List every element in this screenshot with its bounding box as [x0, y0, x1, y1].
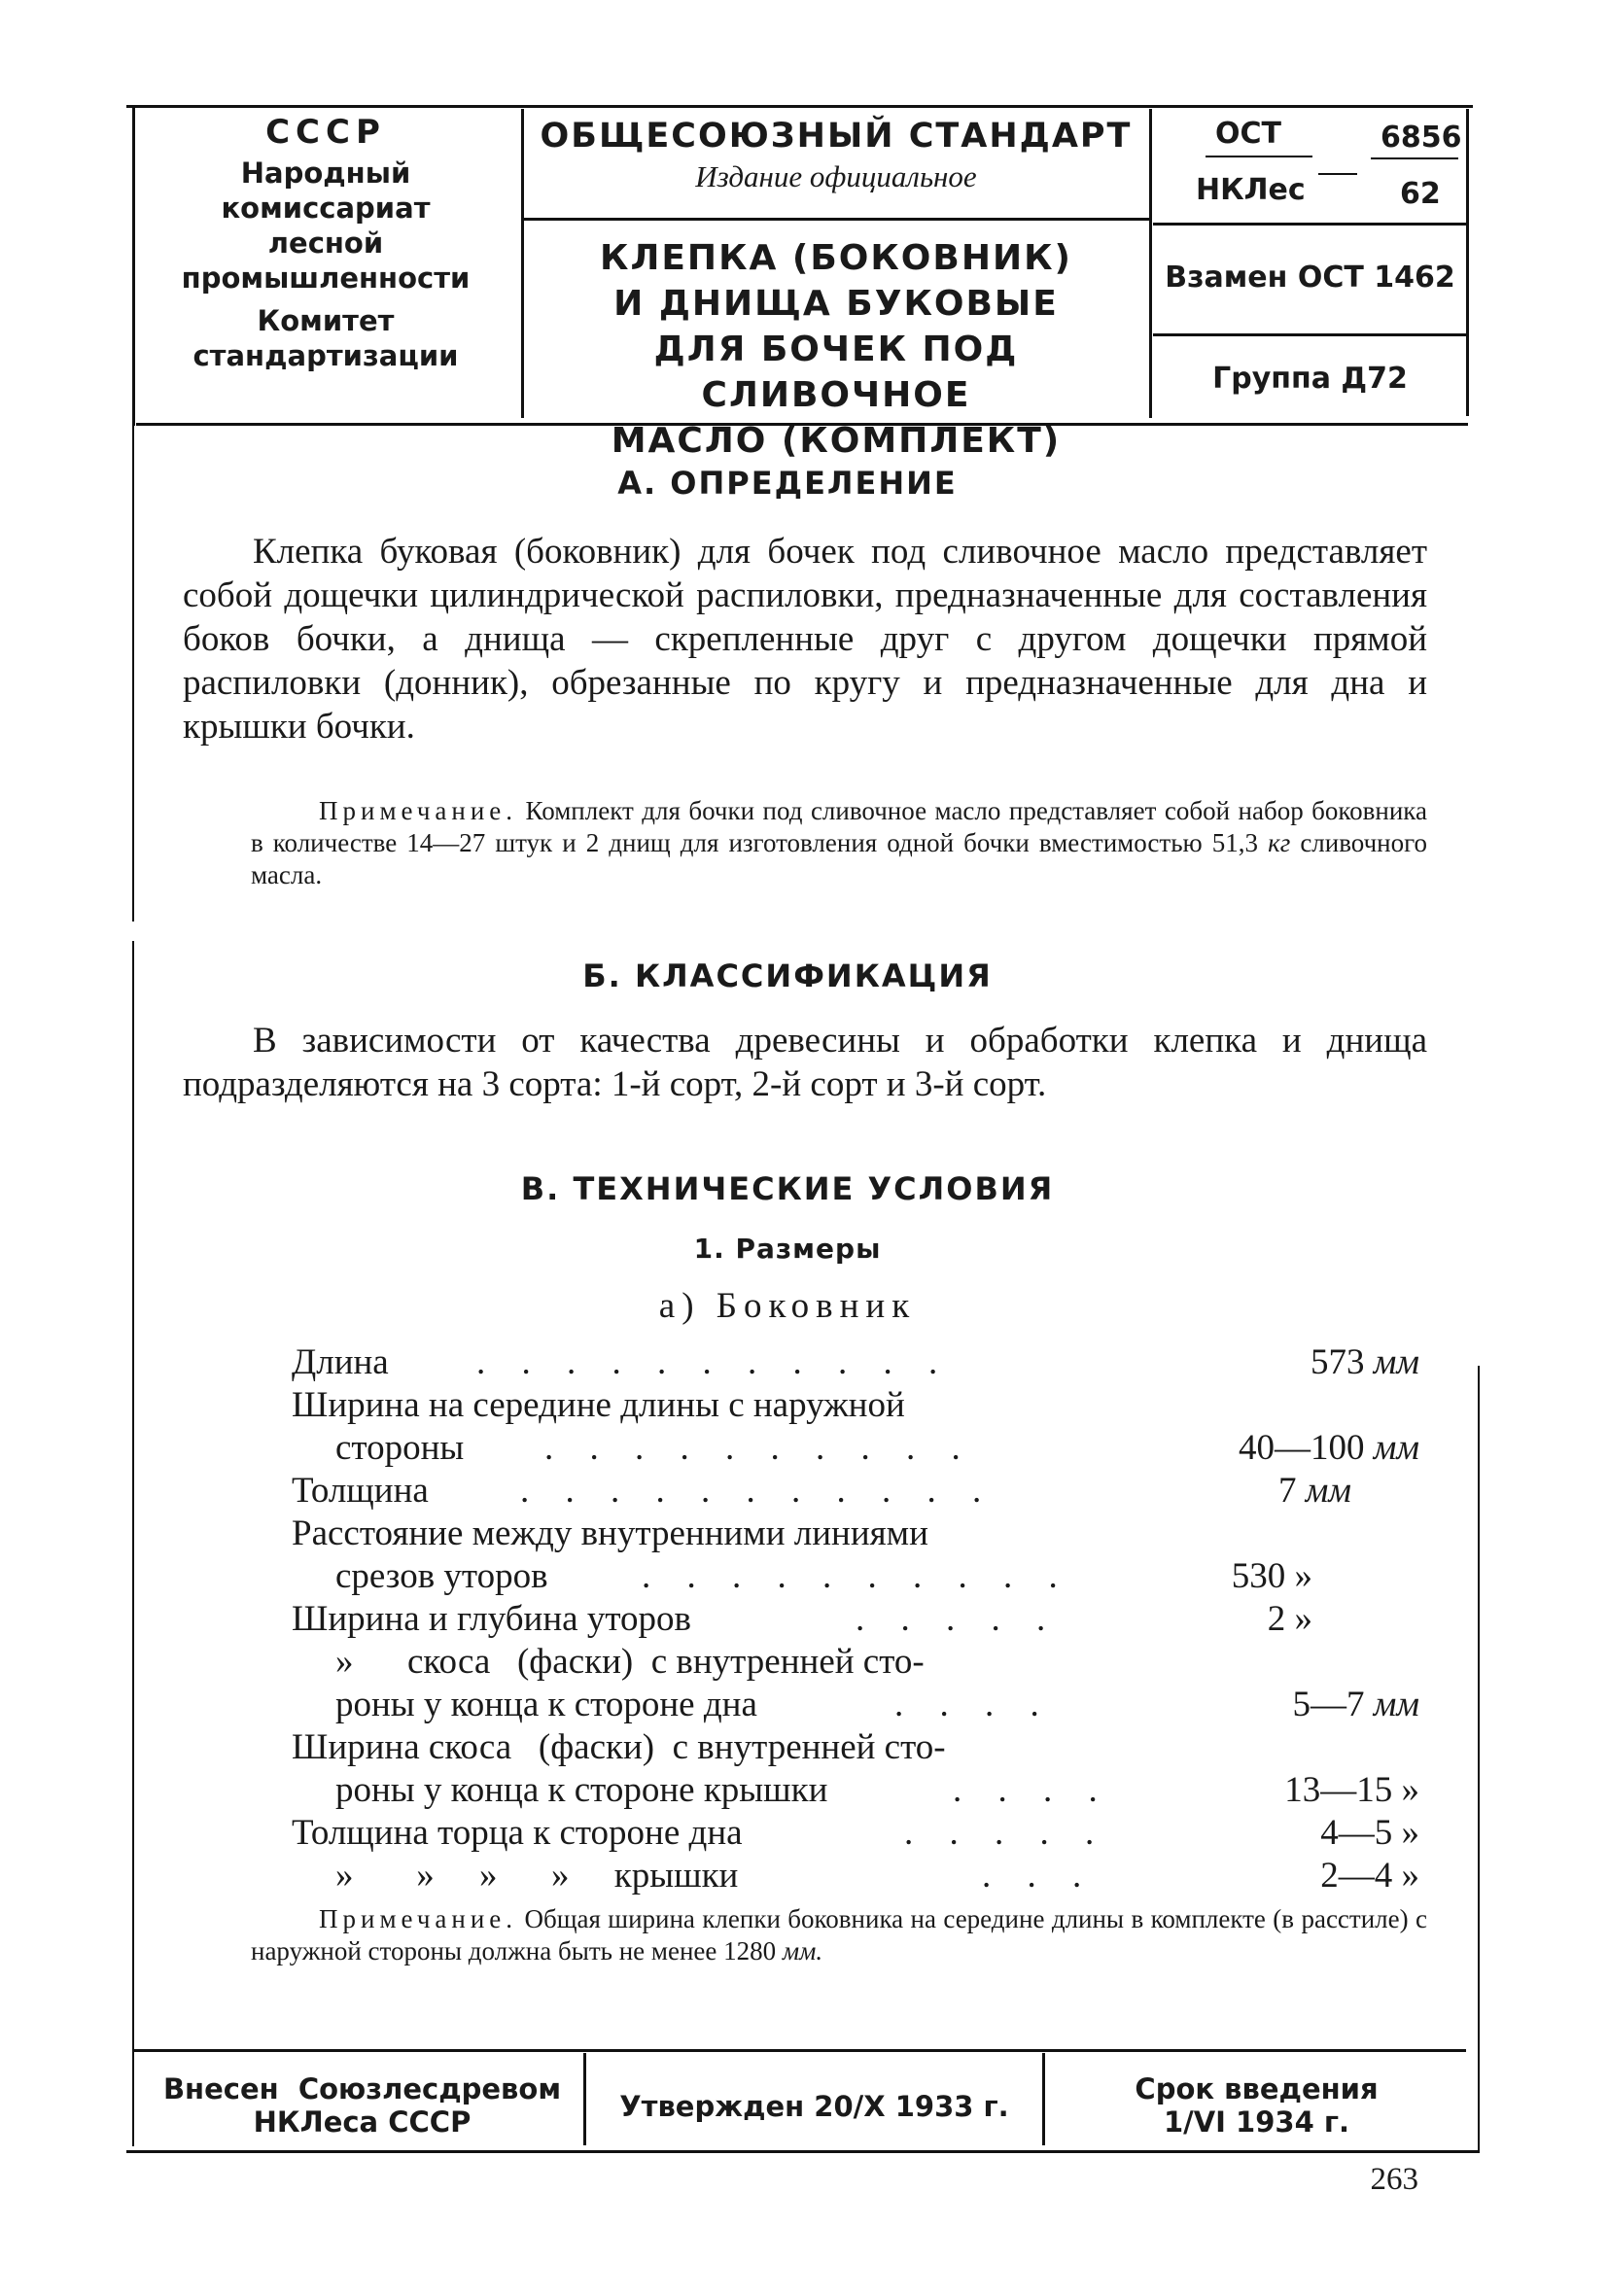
dimension-label: » скоса (фаски) с внутренней сто- [335, 1642, 925, 1682]
value-unit: » [1401, 1856, 1419, 1896]
leader-dots: . . . . [953, 1770, 1111, 1810]
dimension-label: стороны [335, 1428, 465, 1468]
footer-top-rule [132, 2049, 1466, 2052]
introduced-line-1: Внесен Союзлесдревом [162, 2072, 562, 2105]
leader-dots: . . . . . . . . . . [544, 1428, 974, 1468]
committee-line-2: стандартизации [192, 339, 459, 372]
agency-line-2: комиссариат [221, 191, 431, 225]
header-agency-block [136, 115, 515, 373]
ost-dash [1318, 173, 1357, 175]
header-top-rule [126, 105, 1473, 108]
effective-date [1050, 2072, 1463, 2139]
introduced-line-2: НКЛеса СССР [253, 2105, 472, 2139]
section-a-paragraph: Клепка буковая (боковник) для бочек под сливочное масло представляет собой дощечки цилиндрической распиловки, предназначенные для составления боков бочки, а днища — скрепленные друг с другом дощечки прямой распиловки (донник), обрезанные по кругу и предназначенные для дна и крышки бочки. [183, 532, 1427, 747]
dimension-label: Толщина [292, 1471, 429, 1511]
value-number: 2—4 [1320, 1856, 1393, 1896]
section-b-text [183, 1019, 1427, 1106]
value-number: 40—100 [1239, 1428, 1365, 1468]
title-line-2: И ДНИЩА БУКОВЫЕ [613, 284, 1059, 324]
dimension-value [1311, 1341, 1419, 1384]
header-col-divider-2 [1149, 109, 1152, 418]
dimension-label: Расстояние между внутренними линиями [292, 1513, 928, 1553]
value-unit: мм [1373, 1342, 1419, 1382]
footer-bottom-rule [126, 2150, 1478, 2153]
leader-dots: . . . . . [904, 1813, 1108, 1853]
value-number: 7 [1278, 1471, 1297, 1511]
value-unit: » [1401, 1813, 1419, 1853]
leader-dots: . . . . . . . . . . [642, 1556, 1071, 1596]
leader-dots: . . . [982, 1856, 1096, 1896]
ost-underline [1206, 156, 1312, 157]
section-v-note-text: Общая ширина клепки боковника на середине длины в комплекте (в расстиле) с наружной стороны должна быть не менее 1280 [251, 1904, 1427, 1966]
value-unit: мм [1373, 1685, 1419, 1724]
dimension-label: » » » » крышки [335, 1856, 739, 1896]
section-a-note-unit: кг [1268, 828, 1291, 857]
title-line-3: ДЛЯ БОЧЕК ПОД СЛИВОЧНОЕ [653, 330, 1019, 415]
nkles-label: НКЛес [1196, 173, 1306, 207]
section-a-note-tail: сливочного масла. [251, 828, 1428, 889]
country-label: СССР [265, 113, 386, 152]
dimension-value [1278, 1470, 1351, 1513]
edition-label: Издание официальное [695, 159, 977, 193]
section-a-note-text: Комплект для бочки под сливочное масло представляет собой набор боковника в количестве 14—27 штук и 2 днищ для изготовления одной бочки вместимостью 51,3 [251, 796, 1428, 857]
dimension-value [1320, 1812, 1419, 1855]
section-v-note-unit: мм. [782, 1936, 823, 1966]
value-unit: мм [1373, 1428, 1419, 1468]
page-number: 263 [1370, 2162, 1418, 2197]
agency-line-3: лесной [267, 226, 384, 260]
introduced-by [146, 2072, 578, 2139]
ost-number-underline [1371, 157, 1458, 159]
section-v-heading: В. ТЕХНИЧЕСКИЕ УСЛОВИЯ [520, 1170, 1055, 1207]
value-number: 4—5 [1320, 1813, 1393, 1853]
part-title-bokovnik: а) Боковник [658, 1286, 917, 1326]
left-margin-mark-2 [132, 941, 134, 2146]
header-col-divider-1 [521, 109, 524, 418]
title-line-4: МАСЛО (КОМПЛЕКТ) [611, 421, 1062, 461]
value-unit: » [1294, 1556, 1312, 1596]
section-a-note [251, 795, 1427, 891]
footer-divider-2 [1042, 2053, 1045, 2145]
section-a-note-label: Примечание. [319, 796, 518, 825]
dimension-value [1239, 1427, 1419, 1470]
value-number: 5—7 [1292, 1685, 1365, 1724]
value-unit: мм [1305, 1471, 1351, 1511]
dimension-value [1232, 1555, 1312, 1598]
dimension-label: Ширина на середине длины с наружной [292, 1385, 905, 1425]
value-number: 13—15 [1284, 1770, 1393, 1810]
dimension-value [1268, 1598, 1312, 1641]
group-label: Группа Д72 [1212, 362, 1408, 396]
value-number: 573 [1311, 1342, 1365, 1382]
left-margin-mark [132, 426, 134, 922]
dimension-value [1320, 1855, 1419, 1897]
nkles-number: 62 [1400, 177, 1441, 211]
ost-number: 6856 [1381, 121, 1462, 155]
replaces-label: Взамен ОСТ 1462 [1165, 261, 1455, 295]
section-a-heading: А. ОПРЕДЕЛЕНИЕ [617, 465, 958, 502]
leader-dots: . . . . . . . . . . . [476, 1342, 952, 1382]
section-b-paragraph: В зависимости от качества древесины и обработки клепка и днища подразделяются на 3 сорта: 1-й сорт, 2-й сорт и 3-й сорт. [183, 1021, 1427, 1104]
standard-type: ОБЩЕСОЮЗНЫЙ СТАНДАРТ [540, 117, 1133, 156]
dimension-value [1293, 1684, 1419, 1726]
effective-line-1: Срок введения [1135, 2072, 1379, 2105]
dimension-label: Ширина скоса (фаски) с внутренней сто- [292, 1727, 946, 1767]
header-right-divider-1 [1153, 223, 1466, 226]
committee-line-1: Комитет [257, 304, 395, 337]
dimension-label: Толщина торца к стороне дна [292, 1813, 743, 1853]
section-v-note [251, 1903, 1427, 1967]
document-title [530, 235, 1142, 464]
leader-dots: . . . . . [856, 1599, 1060, 1639]
value-number: 530 [1231, 1556, 1286, 1596]
header-left-rule [132, 105, 135, 426]
dimension-value [1284, 1769, 1419, 1812]
section-b-heading: Б. КЛАССИФИКАЦИЯ [582, 957, 993, 994]
approved-date: Утвержден 20/X 1933 г. [619, 2090, 1009, 2123]
agency-line-4: промышленности [181, 261, 471, 295]
dimension-label: роны у конца к стороне дна [335, 1685, 757, 1724]
header-mid-divider [523, 218, 1149, 221]
leader-dots: . . . . . . . . . . . [520, 1471, 996, 1511]
section-a-text [183, 530, 1427, 748]
leader-dots: . . . . [894, 1685, 1053, 1724]
dimensions-subheading: 1. Размеры [693, 1233, 882, 1265]
value-unit: » [1401, 1770, 1419, 1810]
agency-line-1: Народный [240, 157, 411, 190]
header-right-divider-2 [1153, 333, 1466, 336]
ost-label: ОСТ [1215, 117, 1281, 151]
effective-line-2: 1/VI 1934 г. [1163, 2105, 1350, 2139]
header-right-rule [1466, 109, 1469, 416]
value-number: 2 [1267, 1599, 1286, 1639]
dimension-label: роны у конца к стороне крышки [335, 1770, 828, 1810]
title-line-1: КЛЕПКА (БОКОВНИК) [600, 238, 1072, 278]
dimension-label: Ширина и глубина уторов [292, 1599, 691, 1639]
section-v-note-label: Примечание. [319, 1904, 518, 1933]
dimension-label: Длина [292, 1342, 389, 1382]
standard-type-block [530, 117, 1142, 194]
footer-divider-1 [583, 2053, 586, 2145]
right-margin-mark [1478, 1366, 1480, 2153]
dimension-label: срезов уторов [335, 1556, 548, 1596]
value-unit: » [1294, 1599, 1312, 1639]
